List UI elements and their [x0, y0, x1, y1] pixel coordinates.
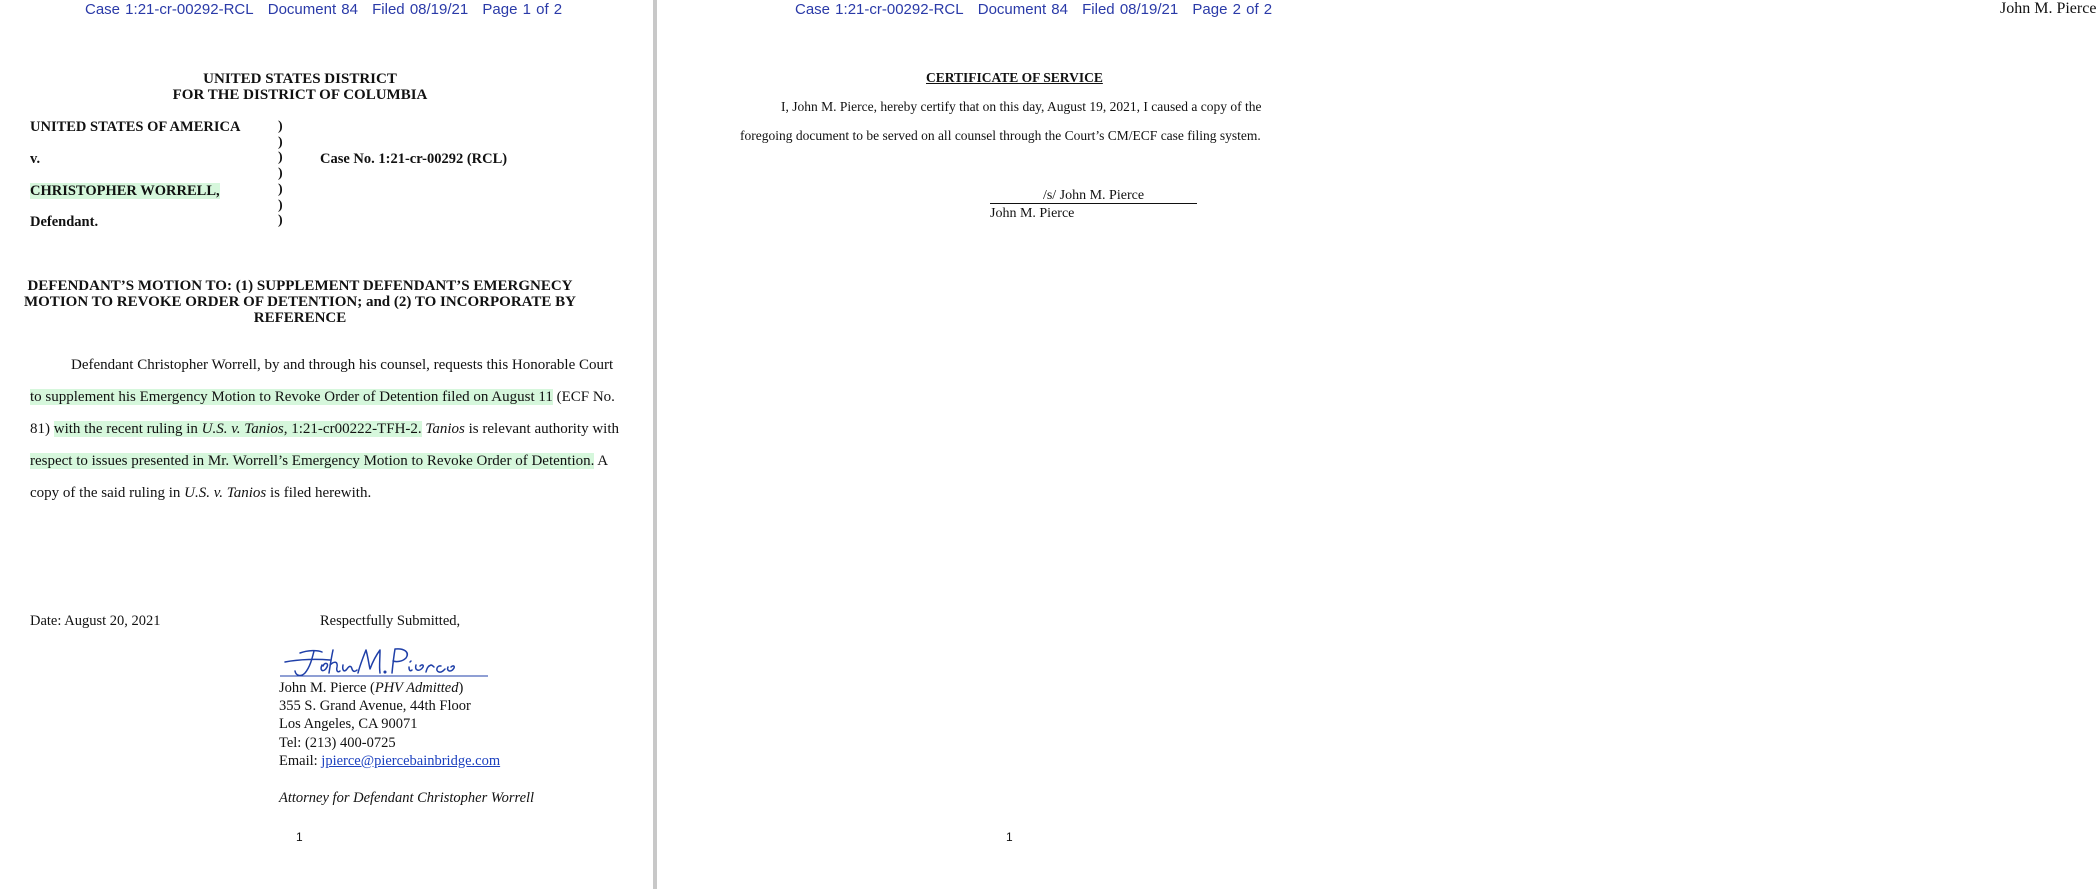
motion-title-line1: DEFENDANT’S MOTION TO: (1) SUPPLEMENT DEFENDANT’S EMERGNECY	[27, 278, 573, 294]
header-page-count: Page 1 of 2	[482, 1, 563, 18]
attorney-address-line1: 355 S. Grand Avenue, 44th Floor	[279, 698, 471, 715]
caption-defendant-name: CHRISTOPHER WORRELL,	[30, 183, 220, 199]
electronic-signature: /s/ John M. Pierce	[990, 188, 1197, 204]
header-case-number: Case 1:21-cr-00292-RCL	[795, 1, 964, 18]
page-number: 1	[1006, 830, 1013, 844]
attorney-email-line: Email: jpierce@piercebainbridge.com	[279, 752, 501, 769]
attorney-block	[279, 679, 500, 770]
caption-parentheses: ) ) ) ) ) ) )	[278, 119, 283, 229]
header-document-number: Document 84	[267, 1, 358, 18]
case-number: Case No. 1:21-cr-00292 (RCL)	[320, 151, 508, 167]
header-case-number: Case 1:21-cr-00292-RCL	[85, 1, 254, 18]
header-document-number: Document 84	[977, 1, 1068, 18]
certificate-line-2: foregoing document to be served on all counsel through the Court’s CM/ECF case filing system.	[740, 128, 1261, 143]
ecf-header	[795, 1, 1281, 18]
date-line: Date: August 20, 2021	[30, 613, 161, 629]
certificate-title: CERTIFICATE OF SERVICE	[926, 70, 1103, 85]
handwritten-signature	[278, 645, 490, 679]
header-filed-date: Filed 08/19/21	[372, 1, 469, 18]
body-line-3: 81) with the recent ruling in U.S. v. Tanios, 1:21-cr00222-TFH-2. Tanios is relevant authority with	[30, 421, 620, 437]
signature-text: John M. Pierce	[2000, 0, 2096, 17]
attorney-name: John M. Pierce (PHV Admitted)	[279, 680, 464, 696]
court-name-line1: UNITED STATES DISTRICT	[203, 71, 397, 87]
court-name-line2: FOR THE DISTRICT OF COLUMBIA	[172, 87, 428, 103]
motion-title-line3: REFERENCE	[253, 310, 347, 326]
respectfully-submitted: Respectfully Submitted,	[320, 613, 461, 629]
caption-plaintiff: UNITED STATES OF AMERICA	[30, 119, 241, 135]
motion-title-line2: MOTION TO REVOKE ORDER OF DETENTION; and (2) TO INCORPORATE BY	[23, 294, 576, 310]
body-line-2: to supplement his Emergency Motion to Revoke Order of Detention filed on August 11 (ECF No.	[30, 389, 615, 405]
certificate-line-1: I, John M. Pierce, hereby certify that on this day, August 19, 2021, I caused a copy of the	[781, 99, 1262, 114]
attorney-role: Attorney for Defendant Christopher Worrell	[279, 790, 535, 806]
page-number: 1	[296, 830, 303, 844]
body-line-5: copy of the said ruling in U.S. v. Tanios is filed herewith.	[30, 485, 372, 501]
attorney-address-line2: Los Angeles, CA 90071	[279, 716, 418, 733]
header-filed-date: Filed 08/19/21	[1082, 1, 1179, 18]
caption-defendant-label: Defendant.	[30, 214, 99, 230]
caption-versus: v.	[30, 151, 41, 167]
body-line-1: Defendant Christopher Worrell, by and through his counsel, requests this Honorable Court	[71, 357, 614, 373]
document-page-2	[657, 0, 1280, 889]
signer-name: John M. Pierce	[990, 206, 1075, 221]
ecf-header	[85, 1, 571, 18]
header-page-count: Page 2 of 2	[1192, 1, 1273, 18]
body-line-4: respect to issues presented in Mr. Worrell’s Emergency Motion to Revoke Order of Detention. A	[30, 453, 609, 469]
attorney-email-link[interactable]: jpierce@piercebainbridge.com	[321, 752, 501, 769]
attorney-telephone: Tel: (213) 400-0725	[279, 734, 396, 751]
